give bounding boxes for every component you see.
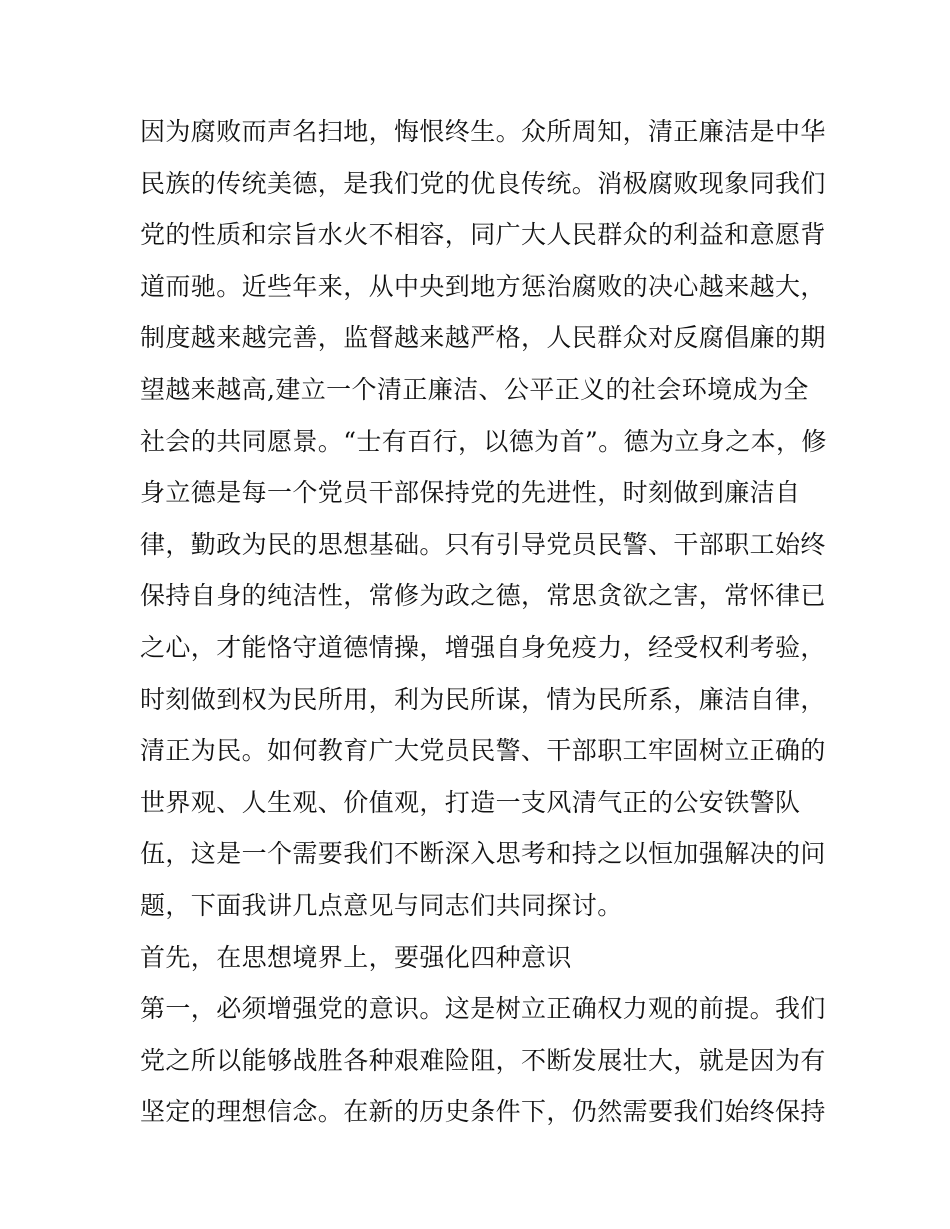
text-line-20: 坚定的理想信念。在新的历史条件下，仍然需要我们始终保持	[140, 1097, 826, 1127]
text-line-12: 时刻做到权为民所用，利为民所谋，情为民所系，廉洁自律，	[140, 684, 826, 714]
text-line-5: 制度越来越完善，监督越来越严格，人民群众对反腐倡廉的期	[140, 323, 826, 353]
text-line-14: 世界观、人生观、价值观，打造一支风清气正的公安铁警队	[140, 787, 801, 817]
text-line-15: 伍，这是一个需要我们不断深入思考和持之以恒加强解决的问	[140, 839, 826, 869]
text-line-19: 党之所以能够战胜各种艰难险阻，不断发展壮大，就是因为有	[140, 1045, 826, 1075]
text-line-8: 身立德是每一个党员干部保持党的先进性，时刻做到廉洁自	[140, 478, 801, 508]
text-line-18: 第一，必须增强党的意识。这是树立正确权力观的前提。我们	[140, 994, 826, 1024]
text-line-2: 民族的传统美德，是我们党的优良传统。消极腐败现象同我们	[140, 168, 826, 198]
text-line-10: 保持自身的纯洁性，常修为政之德，常思贪欲之害，常怀律已	[140, 581, 826, 611]
text-line-7: 社会的共同愿景。“士有百行，以德为首”。德为立身之本，修	[140, 426, 827, 456]
text-line-1: 因为腐败而声名扫地，悔恨终生。众所周知，清正廉洁是中华	[140, 117, 826, 146]
document-body	[140, 106, 827, 1138]
text-line-11: 之心，才能恪守道德情操，增强自身免疫力，经受权利考验，	[140, 632, 826, 662]
text-line-3: 党的性质和宗旨水火不相容，同广大人民群众的利益和意愿背	[140, 220, 826, 250]
text-line-16: 题，下面我讲几点意见与同志们共同探讨。	[140, 890, 623, 920]
text-line-4: 道而驰。近些年来，从中央到地方惩治腐败的决心越来越大，	[140, 271, 826, 301]
text-line-9: 律，勤政为民的思想基础。只有引导党员民警、干部职工始终	[140, 529, 826, 559]
text-line-6: 望越来越高,建立一个清正廉洁、公平正义的社会环境成为全	[140, 374, 809, 404]
text-line-13: 清正为民。如何教育广大党员民警、干部职工牢固树立正确的	[140, 736, 826, 766]
section-heading: 首先，在思想境界上，要强化四种意识	[140, 942, 572, 972]
